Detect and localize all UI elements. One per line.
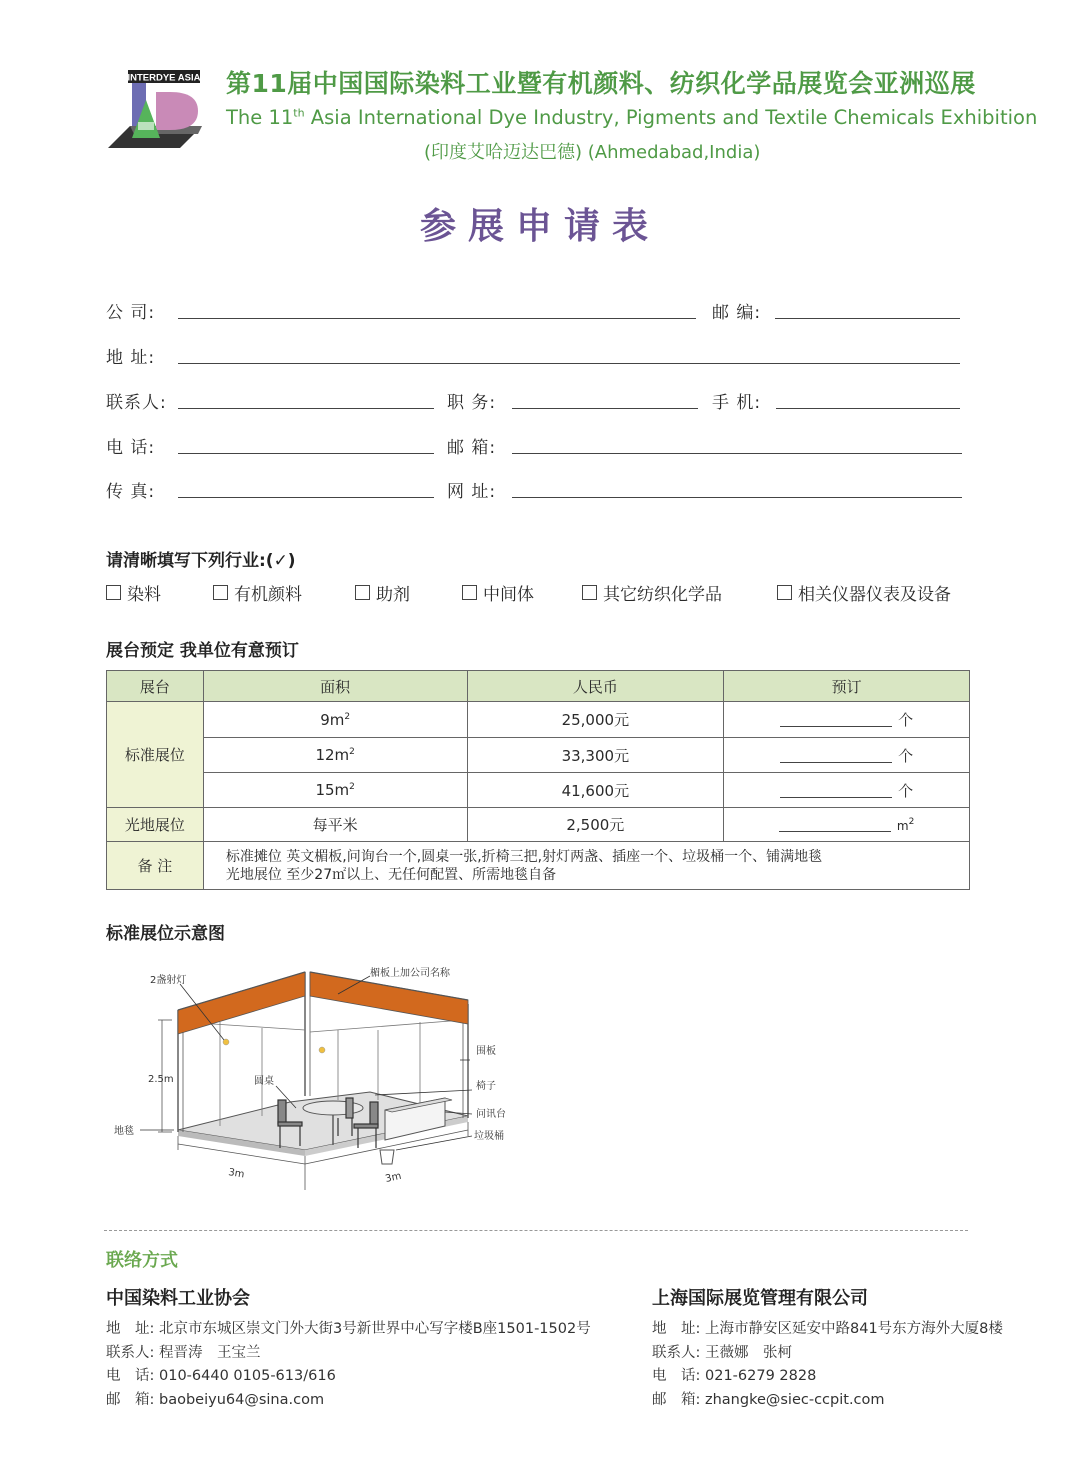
mobile-field[interactable]: [776, 408, 960, 409]
note-text: [203, 842, 969, 890]
column-header-order: 预订: [724, 671, 970, 702]
booking-table: [106, 670, 970, 890]
person-label: 联系人:: [652, 1345, 701, 1361]
checkbox-icon[interactable]: [777, 585, 792, 600]
table-cell-area: [203, 738, 467, 773]
title-en-prefix: The 11: [226, 106, 294, 129]
unit-label: 个: [898, 711, 914, 729]
diagram-heading: 标准展位示意图: [106, 924, 225, 944]
label-height: 2.5m: [148, 1074, 174, 1085]
postcode-label: 邮 编:: [712, 303, 762, 323]
label-spotlight: 2盏射灯: [150, 975, 187, 986]
interdye-logo: [108, 64, 204, 160]
email-right: [652, 1388, 885, 1409]
phone-field[interactable]: [178, 453, 434, 454]
label-panel: 围板: [476, 1046, 496, 1057]
website-field[interactable]: [512, 497, 962, 498]
industry-option-auxiliary[interactable]: [355, 580, 410, 605]
person-right: [652, 1341, 792, 1362]
email-label-left: 邮 箱:: [106, 1392, 155, 1408]
checkbox-icon[interactable]: [355, 585, 370, 600]
industry-heading: 请清晰填写下列行业:(✓): [106, 551, 296, 571]
position-label: 职 务:: [447, 393, 497, 413]
area-value: 15m: [315, 781, 350, 799]
quantity-blank[interactable]: [780, 714, 892, 727]
person-value: 王薇娜 张柯: [705, 1345, 792, 1361]
address-value: 北京市东城区崇文门外大街3号新世界中心写字楼B座1501-1502号: [159, 1321, 591, 1337]
contact-heading: 联络方式: [106, 1250, 178, 1271]
exhibition-title-en: [226, 106, 1037, 129]
unit-sup: 2: [908, 816, 915, 827]
phone-left: [106, 1364, 336, 1385]
unit-label: m: [896, 818, 909, 833]
note-line: 标准摊位 英文楣板,问询台一个,圆桌一张,折椅三把,射灯两盏、插座一个、垃圾桶一个、铺满地毯: [225, 848, 823, 865]
industry-option-intermediate[interactable]: [462, 580, 534, 605]
unit-label: 个: [898, 781, 914, 800]
email-value[interactable]: baobeiyu64@sina.com: [159, 1392, 325, 1408]
address-left: [106, 1317, 591, 1338]
org-name-right: 上海国际展览管理有限公司: [652, 1288, 868, 1309]
label-bin: 垃圾桶: [474, 1131, 504, 1142]
checkbox-icon[interactable]: [213, 585, 228, 600]
note-line: 光地展位 至少27㎡以上、无任何配置、所需地毯自备: [225, 866, 557, 883]
contact-label: 联系人:: [106, 393, 167, 413]
table-cell-order[interactable]: [724, 702, 970, 738]
divider: [104, 1230, 968, 1231]
address-label: 地 址:: [106, 1321, 155, 1337]
area-value: 12m: [315, 746, 350, 764]
option-label: 染料: [127, 585, 161, 605]
label-width-right: 3m: [384, 1170, 403, 1185]
exhibition-title-cn: 第11届中国国际染料工业暨有机颜料、纺织化学品展览会亚洲巡展: [226, 69, 976, 98]
checkbox-icon[interactable]: [462, 585, 477, 600]
table-cell-area: [203, 702, 467, 738]
area-sup: 2: [349, 782, 355, 792]
person-left: [106, 1341, 261, 1362]
table-cell-order[interactable]: [724, 808, 970, 842]
company-field[interactable]: [178, 318, 696, 319]
phone-label-left: 电 话:: [106, 1368, 155, 1384]
phone-right: [652, 1364, 816, 1385]
company-label: 公 司:: [106, 303, 156, 323]
table-cell-price: 2,500元: [467, 808, 724, 842]
area-value: 9m: [320, 710, 345, 729]
quantity-blank[interactable]: [779, 819, 891, 832]
table-cell-price: 33,300元: [467, 738, 724, 773]
org-name-left: 中国染料工业协会: [106, 1288, 250, 1309]
fascia-board-right: [310, 972, 468, 1024]
person-value: 程晋涛 王宝兰: [159, 1345, 261, 1361]
table-cell-area: 每平米: [203, 808, 467, 842]
option-label: 相关仪器仪表及设备: [798, 585, 951, 605]
fax-label: 传 真:: [106, 482, 156, 502]
address-field[interactable]: [178, 363, 960, 364]
option-label: 中间体: [483, 585, 534, 605]
option-label: 有机颜料: [234, 585, 302, 605]
address-label: 地 址:: [106, 348, 156, 368]
title-en-sup: th: [293, 106, 305, 120]
email-value[interactable]: zhangke@siec-ccpit.com: [705, 1392, 885, 1408]
industry-option-dye[interactable]: [106, 580, 161, 605]
note-label: 备 注: [107, 842, 204, 890]
exhibition-city: (印度艾哈迈达巴德) (Ahmedabad,India): [424, 142, 761, 163]
mobile-label: 手 机:: [712, 393, 762, 413]
table-cell-order[interactable]: [724, 738, 970, 773]
column-header-price: 人民币: [467, 671, 724, 702]
label-carpet: 地毯: [114, 1126, 134, 1137]
phone-label: 电 话:: [106, 438, 156, 458]
email-label: 邮 箱:: [447, 438, 497, 458]
booking-heading: 展台预定 我单位有意预订: [106, 641, 299, 661]
checkbox-icon[interactable]: [106, 585, 121, 600]
phone-value: 021-6279 2828: [705, 1368, 817, 1384]
contact-field[interactable]: [178, 408, 434, 409]
spotlight-icon: [319, 1047, 325, 1053]
title-en-rest: Asia International Dye Industry, Pigments and Textile Chemicals Exhibition: [304, 106, 1038, 129]
label-width-left: 3m: [227, 1167, 246, 1181]
form-title: 参展申请表: [419, 206, 660, 247]
quantity-blank[interactable]: [780, 750, 892, 763]
option-label: 助剂: [376, 585, 410, 605]
address-right: [652, 1317, 1003, 1338]
position-field[interactable]: [512, 408, 698, 409]
postcode-field[interactable]: [775, 318, 960, 319]
phone-value: 010-6440 0105-613/616: [159, 1368, 336, 1384]
booth-diagram: [100, 950, 520, 1200]
table-cell-area: [203, 773, 467, 808]
label-desk: 问讯台: [476, 1109, 506, 1120]
table-cell-price: 25,000元: [467, 702, 724, 738]
website-label: 网 址:: [447, 482, 497, 502]
quantity-blank[interactable]: [780, 785, 892, 798]
logo-text: INTERDYE ASIA: [127, 72, 201, 84]
standard-booth-label: 标准展位: [107, 702, 204, 808]
label-chair: 椅子: [476, 1081, 496, 1092]
table-cell-order[interactable]: [724, 773, 970, 808]
label-table: 圆桌: [254, 1076, 274, 1087]
area-sup: 2: [349, 747, 355, 757]
label-fascia: 楣板上加公司名称: [370, 968, 450, 979]
email-field[interactable]: [512, 453, 962, 454]
round-table-icon: [303, 1101, 363, 1115]
column-header-booth: 展台: [107, 671, 204, 702]
person-label: 联系人:: [106, 1345, 155, 1361]
email-left: [106, 1388, 324, 1409]
waste-bin-icon: [380, 1150, 394, 1164]
industry-option-textile-chemicals[interactable]: [582, 580, 722, 605]
unit-label: 个: [898, 746, 914, 765]
option-label: 其它纺织化学品: [603, 585, 722, 605]
fax-field[interactable]: [178, 497, 434, 498]
phone-label-right: 电 话:: [652, 1368, 701, 1384]
industry-option-pigment[interactable]: [213, 580, 302, 605]
checkbox-icon[interactable]: [582, 585, 597, 600]
table-cell-price: 41,600元: [467, 773, 724, 808]
column-header-area: 面积: [203, 671, 467, 702]
industry-option-instruments[interactable]: [777, 580, 951, 605]
raw-space-label: 光地展位: [107, 808, 204, 842]
email-label-right: 邮 箱:: [652, 1392, 701, 1408]
address-value: 上海市静安区延安中路841号东方海外大厦8楼: [705, 1321, 1003, 1337]
address-label: 地 址:: [652, 1321, 701, 1337]
area-sup: 2: [344, 711, 351, 722]
